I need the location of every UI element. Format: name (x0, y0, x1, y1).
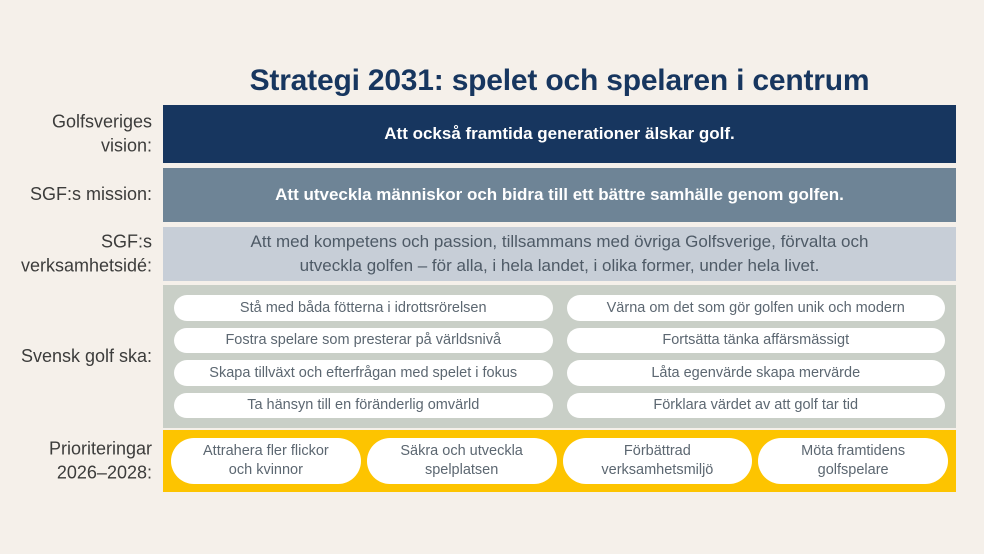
ska-pill: Låta egenvärde skapa mervärde (567, 360, 946, 386)
prioritering-pill-line2: verksamhetsmiljö (601, 462, 714, 478)
prioritering-pill (171, 438, 361, 484)
mission-row (0, 168, 984, 222)
prioritering-pill-line1: Attrahera fler flickor (203, 442, 329, 459)
ska-label: Svensk golf ska: (20, 345, 152, 366)
ska-pill: Fostra spelare som presterar på världsnivå (174, 328, 553, 354)
verksamhetside-text-line1: Att med kompetens och passion, tillsammans med övriga Golfsverige, förvalta och (250, 232, 869, 251)
prioriteringar-panel (163, 430, 956, 492)
verksamhetside-row (0, 227, 984, 281)
vision-label: Golfsveriges vision: (51, 111, 152, 155)
ska-pill: Ta hänsyn till en föränderlig omvärld (174, 393, 553, 419)
ska-pill: Förklara värdet av att golf tar tid (567, 393, 946, 419)
prioritering-pill (563, 438, 753, 484)
mission-label: SGF:s mission: (29, 184, 152, 205)
prioritering-pill-line2: golfspelare (817, 462, 889, 478)
ska-pill: Skapa tillväxt och efterfrågan med spelet i fokus (174, 360, 553, 386)
verksamhetside-bar (163, 227, 956, 281)
mission-text: Att utveckla människor och bidra till ett bättre samhälle genom golfen. (275, 185, 844, 204)
verksamhetside-label: SGF:s verksamhetsidé: (20, 231, 152, 275)
verksamhetside-text-line2: utveckla golfen – för alla, i hela landet, i olika former, under hela livet. (299, 256, 820, 275)
prioritering-pill (367, 438, 557, 484)
prioritering-pill (758, 438, 948, 484)
ska-pill: Värna om det som gör golfen unik och modern (567, 295, 946, 321)
vision-row (0, 105, 984, 163)
vision-bar (163, 105, 956, 163)
ska-row (0, 285, 984, 428)
prioritering-pill-line2: spelplatsen (424, 462, 499, 478)
prioriteringar-label: Prioriteringar 2026–2028: (48, 438, 152, 482)
prioritering-pill-line1: Säkra och utveckla (400, 442, 523, 459)
prioritering-pill-line1: Möta framtidens (801, 442, 906, 459)
prioritering-pill-line1: Förbättrad (623, 442, 691, 459)
prioriteringar-pill-grid (171, 438, 948, 484)
mission-bar (163, 168, 956, 222)
page-title: Strategi 2031: spelet och spelaren i centrum (249, 64, 870, 97)
prioriteringar-row (0, 430, 984, 492)
vision-text: Att också framtida generationer älskar golf. (384, 124, 735, 143)
ska-pill: Stå med båda fötterna i idrottsrörelsen (174, 295, 553, 321)
ska-pill-grid (174, 295, 945, 418)
ska-pill: Fortsätta tänka affärsmässigt (567, 328, 946, 354)
prioritering-pill-line2: och kvinnor (228, 462, 303, 478)
ska-panel (163, 285, 956, 428)
